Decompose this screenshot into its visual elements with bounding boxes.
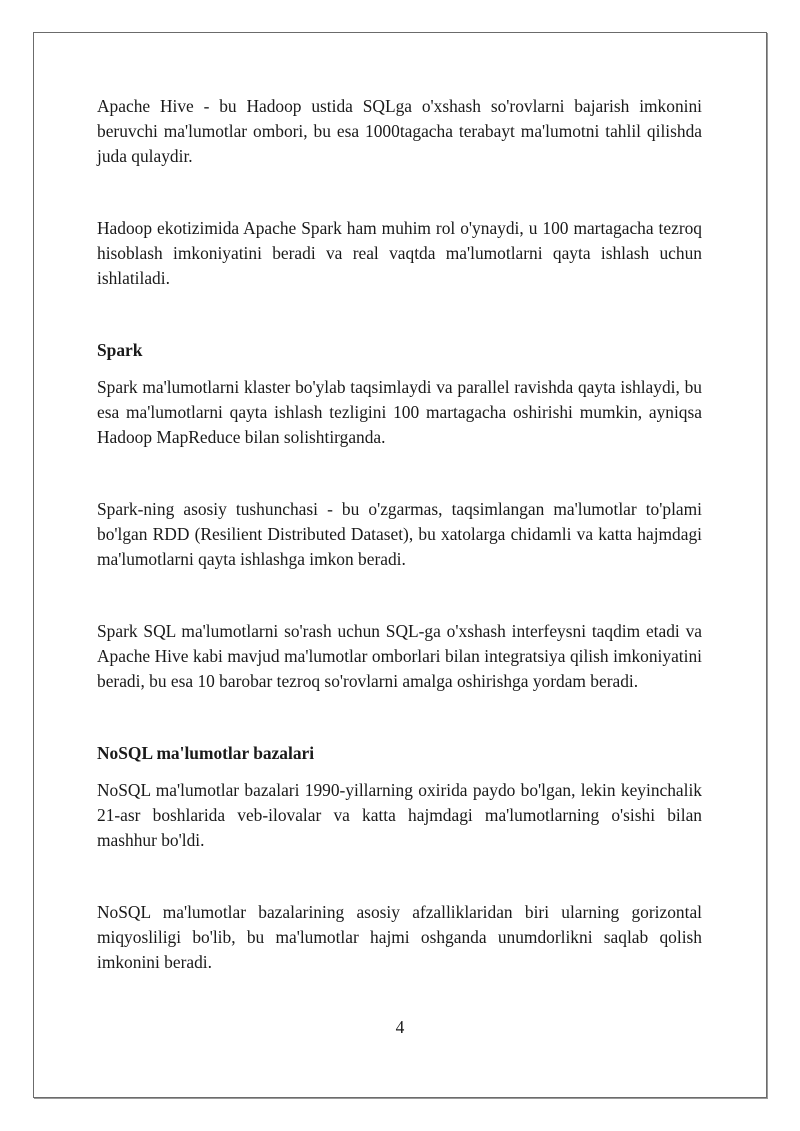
paragraph-apache-hive: Apache Hive - bu Hadoop ustida SQLga o'xshash so'rovlarni bajarish imkonini beruvchi ma'lumotlar ombori, bu esa 1000tagacha terabayt ma'lumotni tahlil qilishda juda qulaydir. xyxy=(97,96,702,166)
paragraph-spark-sql: Spark SQL ma'lumotlarni so'rash uchun SQL-ga o'xshash interfeysni taqdim etadi va Apache Hive kabi mavjud ma'lumotlar omborlari bilan integratsiya qilish imkoniyatini beradi, bu esa 10 barobar tezroq so'rovlarni amalga oshirishga yordam beradi. xyxy=(97,621,702,691)
page-number: 4 xyxy=(395,1017,405,1037)
paragraph-nosql-scaling: NoSQL ma'lumotlar bazalarining asosiy afzalliklaridan biri ularning gorizontal miqyosliligi bo'lib, bu ma'lumotlar hajmi oshganda unumdorlikni saqlab qolish imkonini beradi. xyxy=(97,902,702,972)
paragraph-nosql-history: NoSQL ma'lumotlar bazalari 1990-yillarning oxirida paydo bo'lgan, lekin keyinchalik 21-asr boshlarida veb-ilovalar va katta hajmdagi ma'lumotlarning o'sishi bilan mashhur bo'ldi. xyxy=(97,780,702,850)
document-body xyxy=(97,94,702,975)
heading-spark: Spark xyxy=(97,340,143,360)
paragraph-spark-cluster: Spark ma'lumotlarni klaster bo'ylab taqsimlaydi va parallel ravishda qayta ishlaydi, bu esa ma'lumotlarni qayta ishlash tezligini 100 martagacha oshirishi mumkin, ayniqsa Hadoop MapReduce bilan solishtirganda. xyxy=(97,377,702,447)
paragraph-spark-rdd: Spark-ning asosiy tushunchasi - bu o'zgarmas, taqsimlangan ma'lumotlar to'plami bo'lgan RDD (Resilient Distributed Dataset), bu xatolarga chidamli va katta hajmdagi ma'lumotlarni qayta ishlashga imkon beradi. xyxy=(97,499,702,569)
paragraph-hadoop-spark: Hadoop ekotizimida Apache Spark ham muhim rol o'ynaydi, u 100 martagacha tezroq hisoblash imkoniyatini beradi va real vaqtda ma'lumotlarni qayta ishlash uchun ishlatiladi. xyxy=(97,218,702,288)
heading-nosql: NoSQL ma'lumotlar bazalari xyxy=(97,743,315,763)
